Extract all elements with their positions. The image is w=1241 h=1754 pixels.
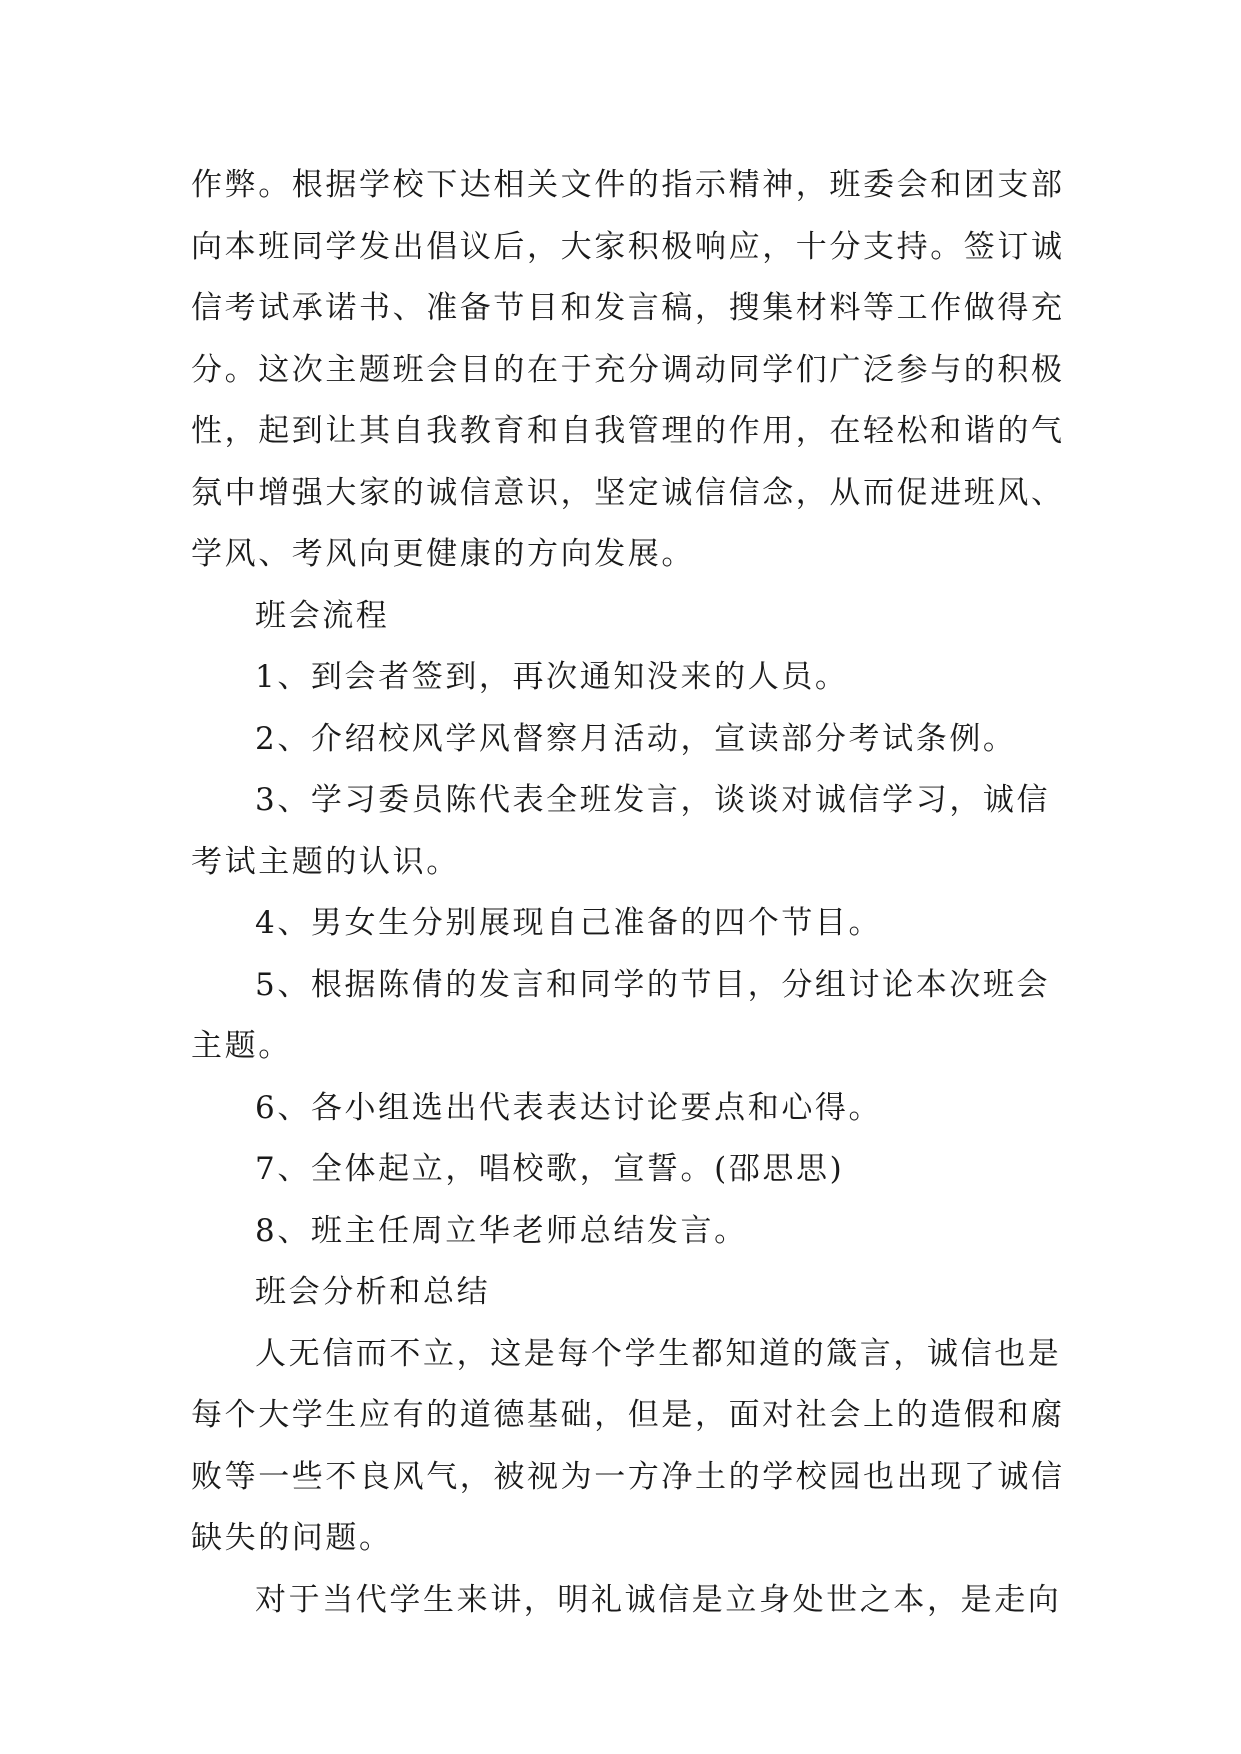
- procedure-step-7: 7、全体起立，唱校歌，宣誓。(邵思思): [255, 1151, 845, 1187]
- body-line: 分。这次主题班会目的在于充分调动同学们广泛参与的积极: [191, 351, 1065, 388]
- body-line: 氛中增强大家的诚信意识，坚定诚信信念，从而促进班风、: [191, 474, 1065, 511]
- section-heading-procedure: 班会流程: [255, 597, 390, 634]
- procedure-step-6: 6、各小组选出代表表达讨论要点和心得。: [255, 1089, 883, 1126]
- procedure-step-3: 3、学习委员陈代表全班发言，谈谈对诚信学习，诚信: [255, 782, 1051, 818]
- procedure-step-3-continued: 考试主题的认识。: [191, 843, 460, 880]
- procedure-step-4: 4、男女生分别展现自己准备的四个节目。: [255, 905, 883, 941]
- body-line: 性，起到让其自我教育和自我管理的作用，在轻松和谐的气: [191, 413, 1065, 449]
- closing-paragraph-line: 对于当代学生来讲，明礼诚信是立身处世之本，是走向: [255, 1581, 1062, 1618]
- body-line: 学风、考风向更健康的方向发展。: [191, 536, 695, 572]
- summary-paragraph-line: 缺失的问题。: [191, 1520, 393, 1556]
- summary-paragraph-line: 每个大学生应有的道德基础，但是，面对社会上的造假和腐: [191, 1397, 1065, 1433]
- procedure-step-5: 5、根据陈倩的发言和同学的节目，分组讨论本次班会: [255, 966, 1051, 1003]
- summary-paragraph-line: 败等一些不良风气，被视为一方净土的学校园也出现了诚信: [191, 1458, 1065, 1495]
- procedure-step-1: 1、到会者签到，再次通知没来的人员。: [255, 659, 849, 695]
- body-line: 信考试承诺书、准备节目和发言稿，搜集材料等工作做得充: [191, 290, 1065, 326]
- procedure-step-2: 2、介绍校风学风督察月活动，宣读部分考试条例。: [255, 720, 1017, 757]
- summary-paragraph-line: 人无信而不立，这是每个学生都知道的箴言，诚信也是: [255, 1335, 1062, 1372]
- body-line: 向本班同学发出倡议后，大家积极响应，十分支持。签订诚: [191, 228, 1065, 265]
- section-heading-summary: 班会分析和总结: [255, 1274, 491, 1310]
- body-line: 作弊。根据学校下达相关文件的指示精神，班委会和团支部: [191, 167, 1065, 203]
- procedure-step-5-continued: 主题。: [191, 1028, 292, 1064]
- document-body: [191, 155, 1065, 1631]
- procedure-step-8: 8、班主任周立华老师总结发言。: [255, 1212, 748, 1249]
